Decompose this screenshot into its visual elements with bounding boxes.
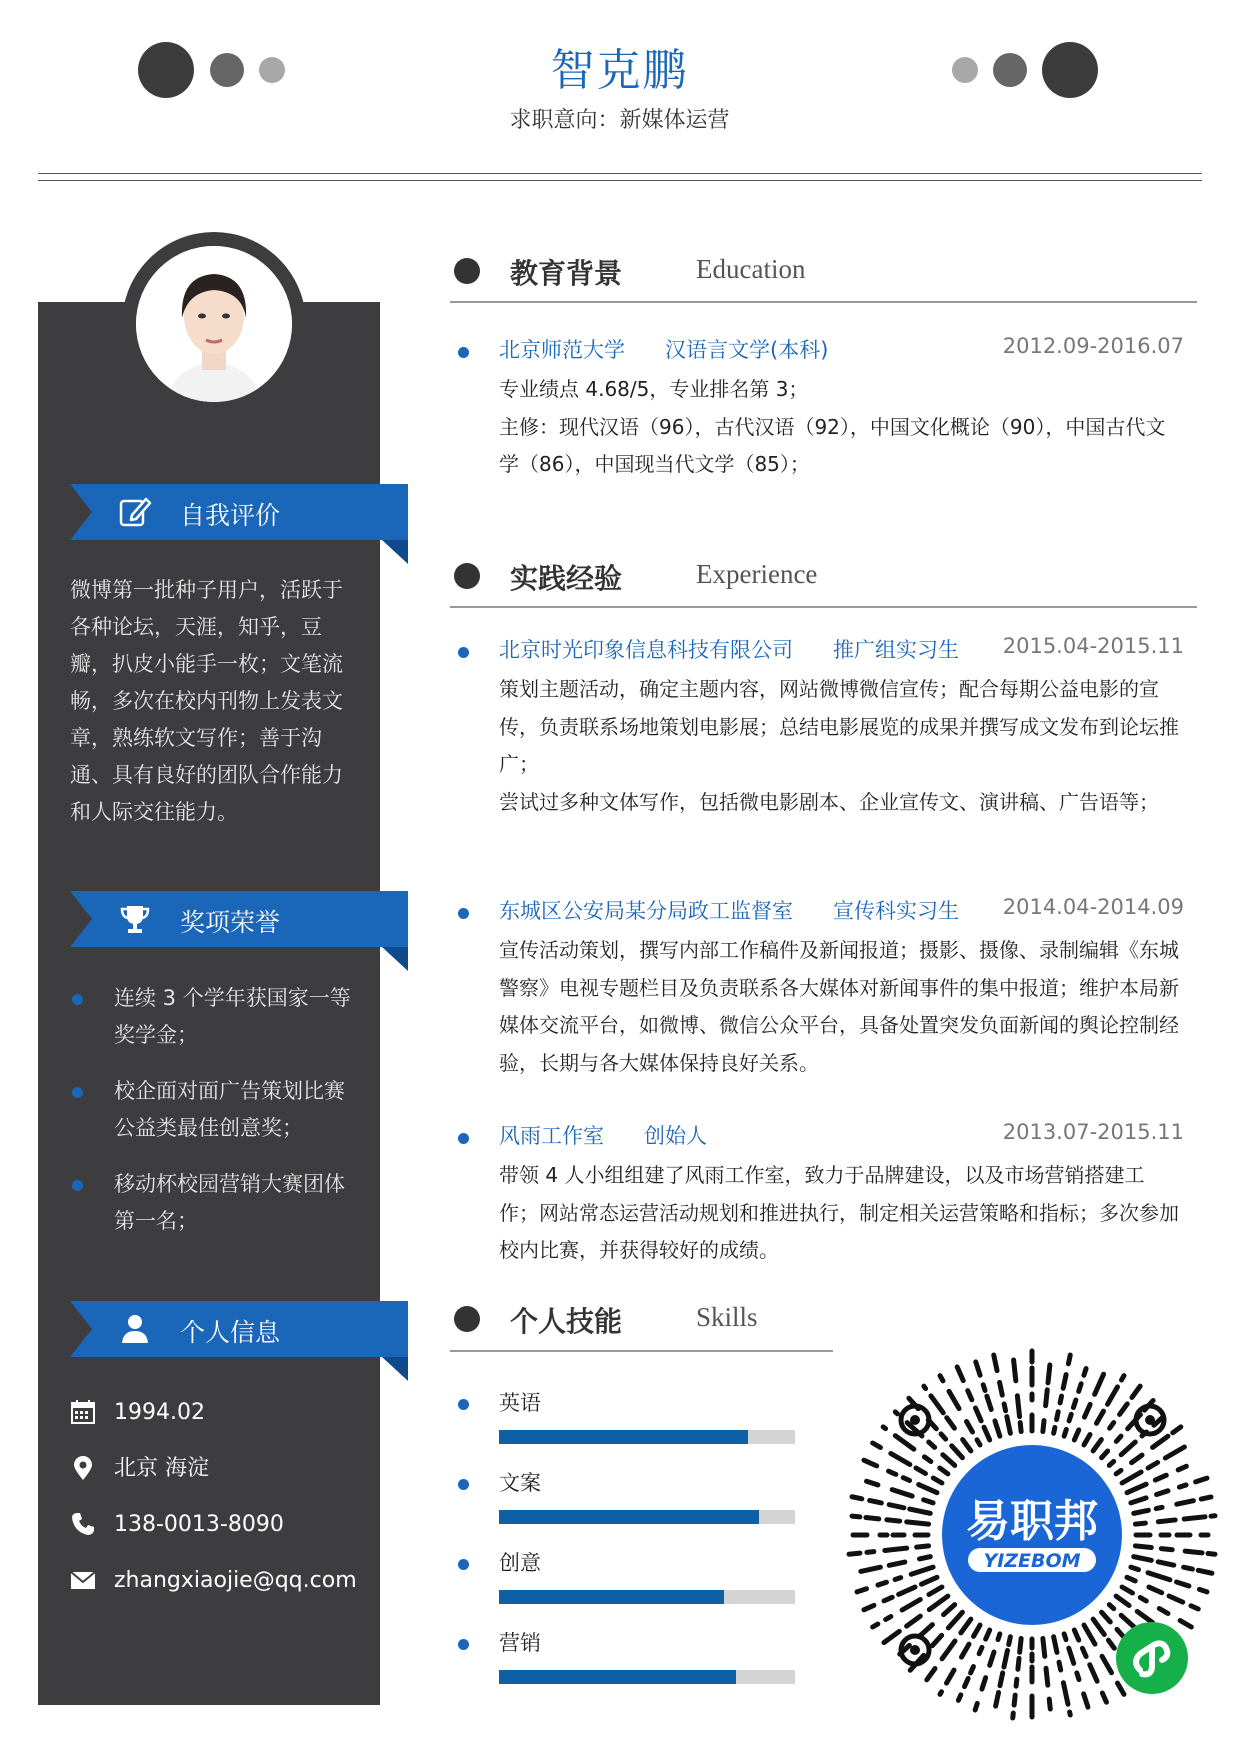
- qr-ray-segment: [940, 1468, 948, 1474]
- section-dot: [454, 1306, 480, 1332]
- education-details: 专业绩点 4.68/5，专业排名第 3； 主修：现代汉语（96），古代汉语（92），中国文化概论（90），中国古代文学（86），中国现当代文学（85）；: [499, 377, 1166, 476]
- award-text: 校企面对面广告策划比赛公益类最佳创意奖；: [114, 1079, 345, 1140]
- bullet: [458, 1559, 469, 1570]
- qr-ray-segment: [1074, 1430, 1078, 1440]
- qr-ray-segment: [1184, 1567, 1193, 1569]
- role-name: 创始人: [644, 1124, 707, 1148]
- qr-ray-segment: [947, 1418, 955, 1429]
- qr-ray-segment: [1132, 1386, 1140, 1397]
- personal-info-header: [70, 1301, 408, 1357]
- experience-entry: [454, 1120, 1184, 1275]
- self-eval-text: 微博第一批种子用户，活跃于各种论坛，天涯，知乎，豆瓣，扒皮小能手一枚；文笔流畅，多次在校内刊物上发表文章，熟练软文写作；善于沟通、具有良好的团队合作能力和人际交往能力。: [70, 578, 343, 824]
- qr-ray-segment: [1046, 1668, 1048, 1685]
- qr-ray-segment: [1095, 1374, 1104, 1394]
- qr-ray-segment: [907, 1616, 921, 1626]
- qr-ray-segment: [971, 1667, 974, 1673]
- qr-ray-segment: [940, 1376, 943, 1381]
- date-range: 2012.09-2016.07: [1002, 334, 1184, 358]
- skills-title-en: Skills: [696, 1302, 758, 1332]
- qr-ray-segment: [1127, 1484, 1146, 1493]
- qr-ray-segment: [867, 1552, 874, 1553]
- qr-ray-segment: [866, 1518, 879, 1519]
- qr-ray-segment: [964, 1678, 968, 1686]
- experience-entry: [454, 634, 1184, 859]
- qr-ray-segment: [861, 1567, 881, 1571]
- qr-ray-segment: [1158, 1562, 1174, 1565]
- date-range: 2013.07-2015.11: [1002, 1120, 1184, 1144]
- bullet: [458, 647, 469, 658]
- qr-ray-segment: [1177, 1501, 1194, 1505]
- qr-ray-segment: [1165, 1447, 1184, 1458]
- qr-ray-segment: [889, 1505, 904, 1508]
- skill-bar-track: [499, 1430, 795, 1444]
- qr-ray-segment: [892, 1490, 912, 1496]
- qr-ray-segment: [873, 1624, 878, 1627]
- qr-ray-segment: [852, 1516, 860, 1517]
- qr-ray-segment: [1199, 1589, 1207, 1591]
- education-title-en: Education: [696, 254, 806, 284]
- qr-ray-segment: [990, 1652, 994, 1665]
- role-name: 推广组实习生: [833, 638, 959, 662]
- qr-ray-segment: [983, 1385, 985, 1391]
- birth-date: 1994.02: [114, 1400, 205, 1425]
- qr-ray-segment: [987, 1396, 991, 1409]
- qr-ray-segment: [886, 1617, 891, 1620]
- qr-ray-segment: [932, 1635, 941, 1645]
- skill-bar-fill: [499, 1590, 724, 1604]
- qr-ray-segment: [895, 1412, 897, 1414]
- awards-header: [70, 891, 408, 947]
- qr-ray-segment: [1084, 1694, 1088, 1707]
- qr-ray-segment: [1046, 1390, 1048, 1406]
- qr-ray-segment: [1116, 1436, 1121, 1441]
- ribbon-fold: [382, 1357, 408, 1381]
- qr-ray-segment: [952, 1446, 963, 1458]
- skills-title: 个人技能: [510, 1305, 623, 1338]
- qr-ray-segment: [1196, 1478, 1207, 1482]
- qr-ray-segment: [1127, 1577, 1135, 1581]
- header-divider-top: [38, 173, 1202, 174]
- info-phone: [70, 1509, 370, 1541]
- qr-ray-segment: [1017, 1396, 1019, 1417]
- bullet: [458, 1399, 469, 1410]
- qr-ray-segment: [1161, 1549, 1172, 1550]
- qr-ray-segment: [1120, 1404, 1128, 1415]
- qr-ray-segment: [1020, 1423, 1021, 1432]
- qr-ray-segment: [1063, 1375, 1066, 1389]
- qr-ray-segment: [1007, 1417, 1011, 1434]
- qr-ray-segment: [957, 1367, 963, 1381]
- qr-ray-segment: [1158, 1520, 1175, 1522]
- qr-ray-segment: [1102, 1693, 1106, 1702]
- qr-ray-segment: [919, 1485, 937, 1493]
- ribbon-fold: [382, 540, 408, 564]
- qr-ray-segment: [1000, 1673, 1003, 1686]
- qr-ray-segment: [1054, 1637, 1057, 1653]
- qr-ray-segment: [1084, 1625, 1095, 1644]
- mail-icon: [70, 1567, 96, 1593]
- bullet: [72, 1180, 83, 1191]
- qr-ray-segment: [931, 1396, 943, 1413]
- phone-icon: [70, 1511, 96, 1537]
- qr-ray-segment: [852, 1497, 862, 1499]
- education-entry: [454, 334, 1184, 484]
- qr-ray-segment: [864, 1605, 874, 1609]
- qr-ray-segment: [924, 1457, 930, 1462]
- qr-ray-segment: [1155, 1475, 1166, 1480]
- bullet: [458, 1479, 469, 1490]
- experience-entry: [454, 895, 1184, 1085]
- qr-ray-segment: [998, 1634, 1000, 1640]
- entry-heading: [499, 895, 999, 925]
- experience-details: 带领 4 人小组组建了风雨工作室，致力于品牌建设，以及市场营销搭建工作；网站常态运营活动规划和推进执行，制定相关运营策略和指标；多次参加校内比赛，并获得较好的成绩。: [499, 1163, 1179, 1262]
- mini-program-icon: [1116, 1622, 1188, 1694]
- qr-ray-segment: [1137, 1611, 1152, 1622]
- qr-ray-segment: [1116, 1596, 1129, 1605]
- experience-title-en: Experience: [696, 559, 818, 589]
- qr-ray-segment: [1004, 1404, 1005, 1411]
- resume-name: 智克鹏: [550, 45, 689, 96]
- skill-bar-track: [499, 1670, 795, 1684]
- qr-ray-segment: [891, 1454, 910, 1465]
- qr-ray-segment: [1093, 1619, 1104, 1634]
- qr-ray-segment: [1102, 1612, 1111, 1622]
- qr-ray-segment: [995, 1421, 1000, 1436]
- role-name: 宣传科实习生: [833, 899, 959, 923]
- trophy-icon: [118, 902, 152, 936]
- qr-ray-segment: [986, 1630, 990, 1639]
- job-intent: 求职意向：新媒体运营: [509, 108, 730, 133]
- qr-ray-segment: [873, 1443, 881, 1448]
- experience-details: 策划主题活动，确定主题内容，网站微博微信宣传；配合每期公益电影的宣传，负责联系场地策划电影展；总结电影展览的成果并撰写成文发布到论坛推广； 尝试过多种文体写作，包括微电影剧本、企业宣传文、演讲稿、广告语等；: [499, 677, 1179, 814]
- edit-icon: [118, 495, 152, 529]
- qr-ray-segment: [924, 1500, 934, 1503]
- qr-ray-segment: [996, 1692, 999, 1706]
- qr-ray-segment: [940, 1692, 942, 1695]
- qr-ray-segment: [941, 1434, 946, 1439]
- qr-ray-segment: [921, 1577, 937, 1584]
- qr-ray-segment: [884, 1597, 892, 1601]
- qr-ray-segment: [977, 1440, 980, 1445]
- qr-ray-segment: [927, 1668, 935, 1679]
- qr-ray-segment: [920, 1625, 933, 1636]
- qr-ray-segment: [1140, 1598, 1146, 1602]
- qr-ray-segment: [1068, 1355, 1070, 1364]
- qr-logo-sub: YIZEBOM: [983, 1550, 1081, 1572]
- skill-bar-fill: [499, 1670, 736, 1684]
- qr-ray-segment: [910, 1509, 931, 1513]
- org-name: 东城区公安局某分局政工监督室: [499, 899, 793, 923]
- qr-ray-segment: [1084, 1369, 1086, 1376]
- qr-ray-segment: [1048, 1365, 1050, 1383]
- qr-ray-segment: [887, 1520, 900, 1521]
- qr-ray-segment: [902, 1600, 920, 1611]
- qr-ray-segment: [895, 1436, 914, 1450]
- qr-ray-segment: [1059, 1662, 1061, 1670]
- qr-ray-segment: [948, 1612, 962, 1628]
- qr-ray-segment: [1198, 1570, 1212, 1573]
- qr-ray-segment: [1090, 1665, 1097, 1681]
- section-divider: [450, 1350, 833, 1352]
- date-range: 2014.04-2014.09: [1002, 895, 1184, 919]
- qr-ray-segment: [942, 1641, 955, 1659]
- qr-ray-segment: [1016, 1679, 1017, 1686]
- qr-ray-segment: [1134, 1510, 1149, 1513]
- qr-ray-segment: [979, 1647, 982, 1653]
- qr-ray-segment: [1169, 1596, 1183, 1602]
- qr-ray-segment: [929, 1596, 948, 1610]
- section-divider: [450, 301, 1197, 303]
- qr-ray-segment: [1201, 1497, 1211, 1499]
- bullet: [458, 908, 469, 919]
- qr-ray-segment: [885, 1548, 907, 1550]
- qr-ray-segment: [1079, 1384, 1081, 1392]
- qr-ray-segment: [1009, 1637, 1011, 1645]
- qr-ray-segment: [1070, 1712, 1071, 1715]
- qr-ray-segment: [1077, 1673, 1079, 1680]
- qr-ray-segment: [1043, 1638, 1045, 1656]
- qr-ray-segment: [975, 1408, 981, 1421]
- qr-ray-segment: [889, 1471, 896, 1474]
- qr-ray-segment: [1173, 1427, 1181, 1433]
- qr-ray-segment: [963, 1440, 971, 1451]
- experience-title: 实践经验: [510, 562, 623, 595]
- qr-ray-segment: [878, 1582, 887, 1585]
- self-eval-title: 自我评价: [180, 501, 281, 530]
- qr-ray-segment: [884, 1631, 899, 1642]
- qr-ray-segment: [899, 1587, 915, 1594]
- qr-ray-segment: [1208, 1554, 1215, 1555]
- qr-ray-segment: [924, 1386, 926, 1388]
- qr-ray-segment: [984, 1427, 990, 1440]
- bullet: [458, 1133, 469, 1144]
- school-name: 北京师范大学: [499, 338, 625, 362]
- qr-ray-segment: [1004, 1650, 1008, 1667]
- qr-ray-segment: [1118, 1683, 1125, 1694]
- section-dot: [454, 563, 480, 589]
- self-eval-header: [70, 484, 408, 540]
- bullet: [458, 347, 469, 358]
- section-divider: [450, 606, 1197, 608]
- award-text: 移动杯校园营销大赛团体第一名；: [114, 1172, 345, 1233]
- qr-ray-segment: [1014, 1695, 1015, 1705]
- qr-ray-segment: [1185, 1551, 1202, 1553]
- qr-ray-segment: [1132, 1455, 1143, 1463]
- qr-ray-segment: [1110, 1423, 1114, 1429]
- qr-code-graphic: [840, 1340, 1230, 1730]
- qr-ray-segment: [994, 1355, 997, 1371]
- qr-ray-segment: [1020, 1638, 1021, 1652]
- qr-ray-segment: [1157, 1491, 1168, 1495]
- qr-ray-segment: [1074, 1630, 1078, 1640]
- qr-ray-segment: [929, 1442, 935, 1447]
- skill-name: 创意: [499, 1551, 541, 1575]
- qr-ray-segment: [1135, 1546, 1151, 1548]
- qr-ray-segment: [1063, 1683, 1068, 1705]
- personal-info-title: 个人信息: [180, 1318, 281, 1347]
- qr-ray-segment: [944, 1605, 955, 1615]
- qr-ray-segment: [1108, 1387, 1118, 1404]
- entry-heading: [499, 1120, 747, 1150]
- qr-ray-segment: [903, 1478, 909, 1481]
- info-birth: [70, 1397, 370, 1429]
- qr-ray-segment: [1179, 1485, 1186, 1487]
- skill-name: 文案: [499, 1471, 541, 1495]
- education-title: 教育背景: [510, 257, 623, 290]
- award-text: 连续 3 个学年获国家一等奖学金；: [114, 986, 351, 1047]
- qr-ray-segment: [1148, 1463, 1158, 1469]
- skill-bar-fill: [499, 1510, 759, 1524]
- skill-name: 英语: [499, 1391, 541, 1415]
- qr-ray-segment: [1069, 1414, 1071, 1421]
- qr-ray-segment: [982, 1678, 986, 1689]
- qr-ray-segment: [1049, 1699, 1050, 1709]
- email-address[interactable]: zhangxiaojie@qq.com: [114, 1568, 357, 1593]
- experience-details: 宣传活动策划，撰写内部工作稿件及新闻报道；摄影、摄像、录制编辑《东城警察》电视专题栏目及负责联系各大媒体对新闻事件的集中报道；维护本局新媒体交流平台，如微博、微信公众平台，具备处置突发负面新闻的舆论控制经验，长期与各大媒体保持良好关系。: [499, 938, 1179, 1075]
- info-location: [70, 1453, 370, 1485]
- qr-ray-segment: [1084, 1435, 1090, 1445]
- qr-ray-segment: [849, 1553, 860, 1554]
- qr-ray-segment: [1073, 1400, 1075, 1408]
- qr-ray-segment: [895, 1578, 901, 1580]
- qr-ray-segment: [1122, 1376, 1125, 1380]
- qr-ray-segment: [1134, 1557, 1152, 1561]
- qr-ray-segment: [1177, 1582, 1189, 1586]
- qr-ray-segment: [929, 1587, 942, 1595]
- qr-ray-segment: [1064, 1429, 1066, 1436]
- qr-ray-segment: [975, 1703, 977, 1710]
- qr-ray-segment: [1148, 1573, 1170, 1580]
- qr-ray-segment: [1109, 1605, 1113, 1609]
- location-text: 北京 海淀: [114, 1456, 209, 1481]
- qr-ray-segment: [976, 1362, 980, 1375]
- skill-bar-track: [499, 1510, 795, 1524]
- qr-ray-segment: [947, 1670, 955, 1683]
- qr-ray-segment: [867, 1481, 878, 1485]
- avatar: [136, 246, 292, 402]
- phone-number[interactable]: 138-0013-8090: [114, 1512, 284, 1537]
- qr-ray-segment: [1121, 1442, 1135, 1455]
- qr-ray-segment: [967, 1422, 973, 1432]
- section-dot: [454, 258, 480, 284]
- qr-ray-segment: [1180, 1621, 1191, 1628]
- avatar-photo: [136, 246, 292, 402]
- qr-ray-segment: [1060, 1396, 1061, 1403]
- qr-ray-segment: [916, 1468, 926, 1474]
- qr-ray-segment: [889, 1562, 905, 1565]
- qr-ray-segment: [1109, 1461, 1113, 1465]
- qr-ray-segment: [1064, 1634, 1066, 1640]
- qr-ray-segment: [1156, 1507, 1162, 1508]
- qr-ray-segment: [857, 1589, 867, 1592]
- qr-ray-segment: [1121, 1615, 1134, 1627]
- calendar-icon: [70, 1399, 96, 1425]
- qr-ray-segment: [933, 1478, 942, 1483]
- info-email: [70, 1565, 370, 1597]
- awards-title: 奖项荣誉: [180, 908, 281, 937]
- skill-bar-track: [499, 1590, 795, 1604]
- entry-heading: [499, 334, 868, 364]
- skill-bar-fill: [499, 1430, 748, 1444]
- qr-ray-segment: [1122, 1472, 1141, 1483]
- qr-ray-segment: [1093, 1440, 1101, 1451]
- qr-ray-segment: [968, 1391, 972, 1400]
- org-name: 风雨工作室: [499, 1124, 604, 1148]
- bullet: [458, 1639, 469, 1650]
- qr-logo-text: 易职邦: [966, 1496, 1098, 1547]
- qr-ray-segment: [1014, 1360, 1016, 1381]
- qr-ray-segment: [911, 1567, 933, 1574]
- qr-ray-segment: [962, 1644, 970, 1657]
- qr-ray-segment: [1131, 1567, 1139, 1569]
- user-icon: [118, 1312, 152, 1346]
- qr-ray-segment: [864, 1460, 877, 1466]
- qr-ray-segment: [917, 1546, 929, 1547]
- header-divider-bottom: [38, 180, 1202, 181]
- qr-ray-segment: [1102, 1656, 1112, 1672]
- ribbon-fold: [382, 947, 408, 971]
- mini-program-code[interactable]: [840, 1340, 1230, 1730]
- qr-ray-segment: [949, 1391, 959, 1408]
- qr-ray-segment: [1102, 1451, 1108, 1458]
- qr-ray-segment: [1018, 1658, 1019, 1669]
- skill-name: 营销: [499, 1631, 541, 1655]
- bullet: [72, 1087, 83, 1098]
- major-name: 汉语言文学(本科): [665, 338, 829, 362]
- qr-ray-segment: [1191, 1606, 1198, 1609]
- qr-ray-segment: [1149, 1587, 1162, 1593]
- qr-ray-segment: [1131, 1498, 1146, 1503]
- qr-ray-segment: [961, 1619, 971, 1633]
- qr-ray-segment: [1097, 1411, 1104, 1423]
- qr-ray-segment: [1057, 1412, 1059, 1420]
- qr-ray-segment: [958, 1695, 960, 1700]
- qr-ray-segment: [1082, 1648, 1086, 1656]
- qr-ray-segment: [870, 1500, 882, 1502]
- qr-ray-segment: [1043, 1421, 1044, 1432]
- qr-ray-segment: [943, 1455, 955, 1466]
- qr-ray-segment: [1108, 1640, 1114, 1648]
- location-pin-icon: [70, 1455, 96, 1481]
- qr-ray-segment: [1159, 1609, 1168, 1614]
- entry-heading: [499, 634, 999, 664]
- qr-ray-segment: [1116, 1470, 1121, 1474]
- qr-ray-segment: [920, 1557, 931, 1559]
- org-name: 北京时光印象信息科技有限公司: [499, 638, 793, 662]
- date-range: 2015.04-2015.11: [1002, 634, 1184, 658]
- qr-ray-segment: [974, 1625, 981, 1636]
- qr-ray-segment: [1054, 1427, 1055, 1433]
- qr-ray-segment: [1084, 1404, 1090, 1417]
- qr-ray-segment: [1135, 1523, 1145, 1524]
- qr-ray-segment: [1122, 1587, 1132, 1593]
- qr-ray-segment: [1178, 1466, 1186, 1470]
- qr-ray-segment: [1013, 1713, 1014, 1718]
- qr-ray-segment: [1153, 1436, 1168, 1447]
- qr-ray-segment: [883, 1427, 885, 1429]
- bullet: [72, 994, 83, 1005]
- qr-ray-segment: [1069, 1648, 1074, 1663]
- qr-ray-segment: [1184, 1517, 1205, 1519]
- qr-ray-segment: [1000, 1382, 1003, 1395]
- qr-ray-segment: [907, 1522, 929, 1524]
